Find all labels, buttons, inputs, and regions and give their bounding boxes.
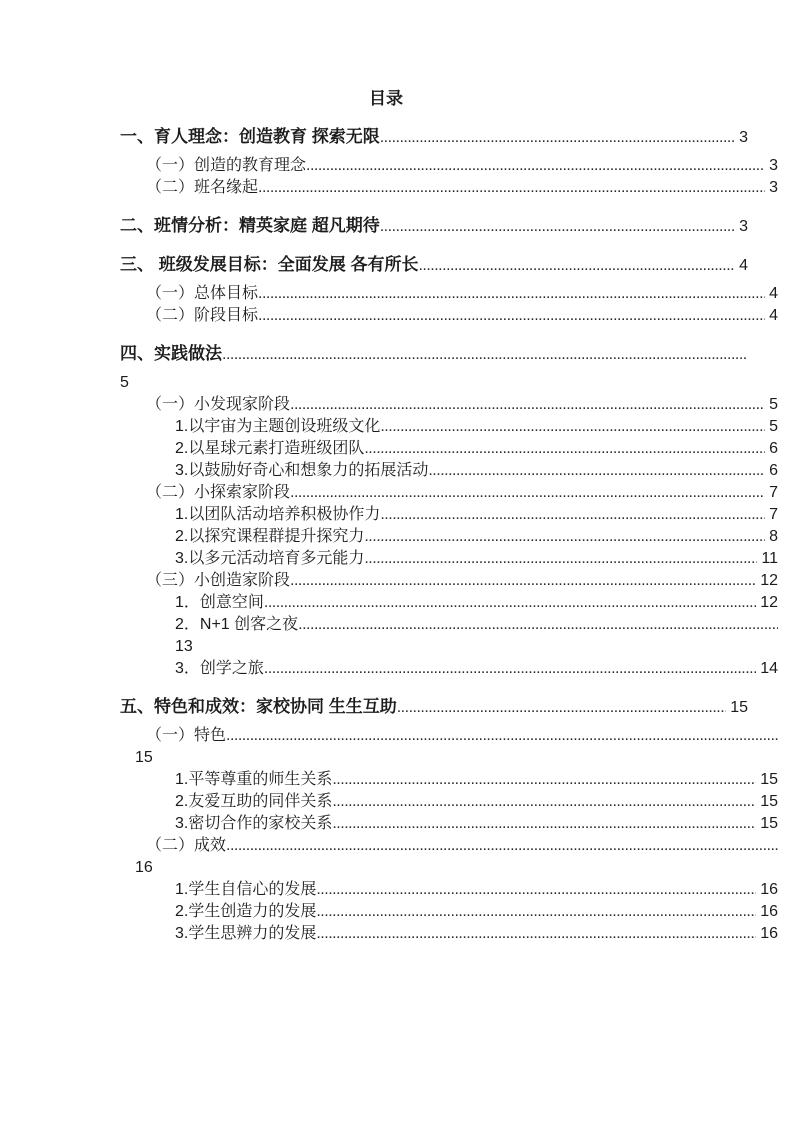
toc-entry-text: 二、班情分析：精英家庭 超凡期待 (120, 216, 380, 235)
page-number: 16 (760, 881, 778, 898)
dot-leader (380, 416, 765, 438)
toc-entry[interactable] (120, 696, 748, 719)
toc-entry[interactable] (120, 548, 778, 570)
dot-leader (306, 155, 765, 177)
dot-leader (364, 438, 765, 460)
dot-leader (226, 725, 778, 747)
toc-entry[interactable] (120, 769, 778, 791)
toc-entry[interactable] (120, 901, 778, 923)
page-number: 8 (769, 528, 778, 545)
page-number: 12 (760, 572, 778, 589)
dot-leader (332, 791, 756, 813)
dot-leader (298, 614, 778, 636)
toc-entry-text: 1.学生自信心的发展 (175, 881, 317, 898)
page-number: 14 (760, 660, 778, 677)
toc-entry-text: （一）创造的教育理念 (146, 157, 307, 174)
toc-entry-text: 3.以鼓励好奇心和想象力的拓展活动 (175, 462, 429, 479)
dot-leader (290, 482, 765, 504)
page-number: 3 (769, 157, 778, 174)
page-number: 3 (739, 218, 748, 235)
page-number: 16 (760, 903, 778, 920)
page-number: 12 (760, 594, 778, 611)
toc-entry-text: （二）阶段目标 (146, 307, 259, 324)
page-number: 4 (739, 257, 748, 274)
toc-entry-text: 三、 班级发展目标：全面发展 各有所长 (120, 255, 419, 274)
toc-entry-text: 1.以宇宙为主题创设班级文化 (175, 418, 381, 435)
toc-entry[interactable] (120, 126, 748, 149)
page-number: 3 (739, 129, 748, 146)
toc-entry-text: 1.平等尊重的师生关系 (175, 771, 333, 788)
toc-entry-text: 2.友爱互助的同伴关系 (175, 793, 333, 810)
toc-entry-text: （二）班名缘起 (146, 179, 259, 196)
toc-entry-text: 1.以团队活动培养积极协作力 (175, 506, 381, 523)
toc-entry-text: 3.学生思辨力的发展 (175, 925, 317, 942)
dot-leader (364, 548, 757, 570)
dot-leader (332, 813, 756, 835)
dot-leader (316, 901, 756, 923)
toc-entry-text: 一、育人理念：创造教育 探索无限 (120, 127, 380, 146)
toc-entry-text: 3．创学之旅 (175, 660, 264, 677)
toc-entry-text: 2.以星球元素打造班级团队 (175, 440, 365, 457)
page-number-wrapped: 16 (135, 859, 153, 876)
dot-leader (380, 127, 735, 149)
toc-entry[interactable] (120, 438, 778, 460)
toc-entry-text: 1．创意空间 (175, 594, 264, 611)
dot-leader (222, 344, 748, 366)
page-number: 4 (769, 307, 778, 324)
toc-entry[interactable] (120, 215, 748, 238)
toc-entry-text: 五、特色和成效：家校协同 生生互助 (120, 697, 397, 716)
page-number: 16 (760, 925, 778, 942)
dot-leader (332, 769, 756, 791)
dot-leader (380, 216, 735, 238)
dot-leader (290, 394, 765, 416)
toc-entry[interactable] (120, 504, 778, 526)
page-number: 4 (769, 285, 778, 302)
dot-leader (418, 255, 735, 277)
toc-entry-text: 3.以多元活动培育多元能力 (175, 550, 365, 567)
toc-entry[interactable] (120, 254, 748, 277)
page-number-wrapped: 13 (175, 638, 193, 655)
toc-entry[interactable] (120, 879, 778, 901)
toc-entry-text: （一）总体目标 (146, 285, 259, 302)
dot-leader (380, 504, 765, 526)
toc-entry[interactable] (120, 923, 778, 945)
toc-entry[interactable] (120, 394, 778, 416)
toc-entry-text: 四、实践做法 (120, 344, 222, 363)
toc-entry-text: （二）成效 (146, 837, 227, 854)
dot-leader (264, 658, 756, 680)
dot-leader (428, 460, 765, 482)
toc-entry[interactable] (120, 791, 778, 813)
page-number: 3 (769, 179, 778, 196)
toc-entry[interactable] (120, 526, 778, 548)
toc-entry[interactable] (120, 592, 778, 614)
toc-entry[interactable] (120, 658, 778, 680)
dot-leader (290, 570, 756, 592)
dot-leader (258, 305, 765, 327)
page-number: 5 (769, 396, 778, 413)
page-number: 15 (730, 699, 748, 716)
toc-entry-text: 2．N+1 创客之夜 (175, 616, 299, 633)
toc-list (120, 126, 778, 945)
page-number: 15 (760, 771, 778, 788)
page-number: 15 (760, 815, 778, 832)
page-number-wrapped: 15 (135, 749, 153, 766)
toc-title: 目录 (369, 89, 403, 108)
toc-entry[interactable] (120, 177, 778, 199)
page-number: 5 (769, 418, 778, 435)
page-number: 15 (760, 793, 778, 810)
dot-leader (397, 697, 726, 719)
dot-leader (258, 177, 765, 199)
toc-entry[interactable] (120, 482, 778, 504)
toc-entry[interactable] (120, 835, 778, 857)
dot-leader (226, 835, 778, 857)
toc-entry[interactable] (120, 343, 748, 366)
toc-entry-text: 2.学生创造力的发展 (175, 903, 317, 920)
page-number: 6 (769, 440, 778, 457)
toc-entry-text: （三）小创造家阶段 (146, 572, 291, 589)
dot-leader (316, 879, 756, 901)
toc-entry[interactable] (120, 725, 778, 747)
toc-entry[interactable] (120, 813, 778, 835)
toc-entry[interactable] (120, 460, 778, 482)
toc-entry[interactable] (120, 614, 778, 636)
toc-entry-text: （二）小探索家阶段 (146, 484, 291, 501)
toc-entry-text: （一）小发现家阶段 (146, 396, 291, 413)
dot-leader (264, 592, 756, 614)
toc-content (120, 88, 778, 945)
toc-entry[interactable] (120, 155, 778, 177)
toc-entry-text: 2.以探究课程群提升探究力 (175, 528, 365, 545)
toc-entry-text: 3.密切合作的家校关系 (175, 815, 333, 832)
toc-entry-text: （一）特色 (146, 727, 227, 744)
page-number-wrapped: 5 (120, 374, 129, 391)
toc-entry[interactable] (120, 283, 778, 305)
dot-leader (364, 526, 765, 548)
page-number: 7 (769, 484, 778, 501)
page-number: 11 (761, 550, 778, 567)
page-number: 6 (769, 462, 778, 479)
toc-entry[interactable] (120, 416, 778, 438)
dot-leader (258, 283, 765, 305)
toc-entry[interactable] (120, 305, 778, 327)
page-number: 7 (769, 506, 778, 523)
toc-entry[interactable] (120, 570, 778, 592)
dot-leader (316, 923, 756, 945)
